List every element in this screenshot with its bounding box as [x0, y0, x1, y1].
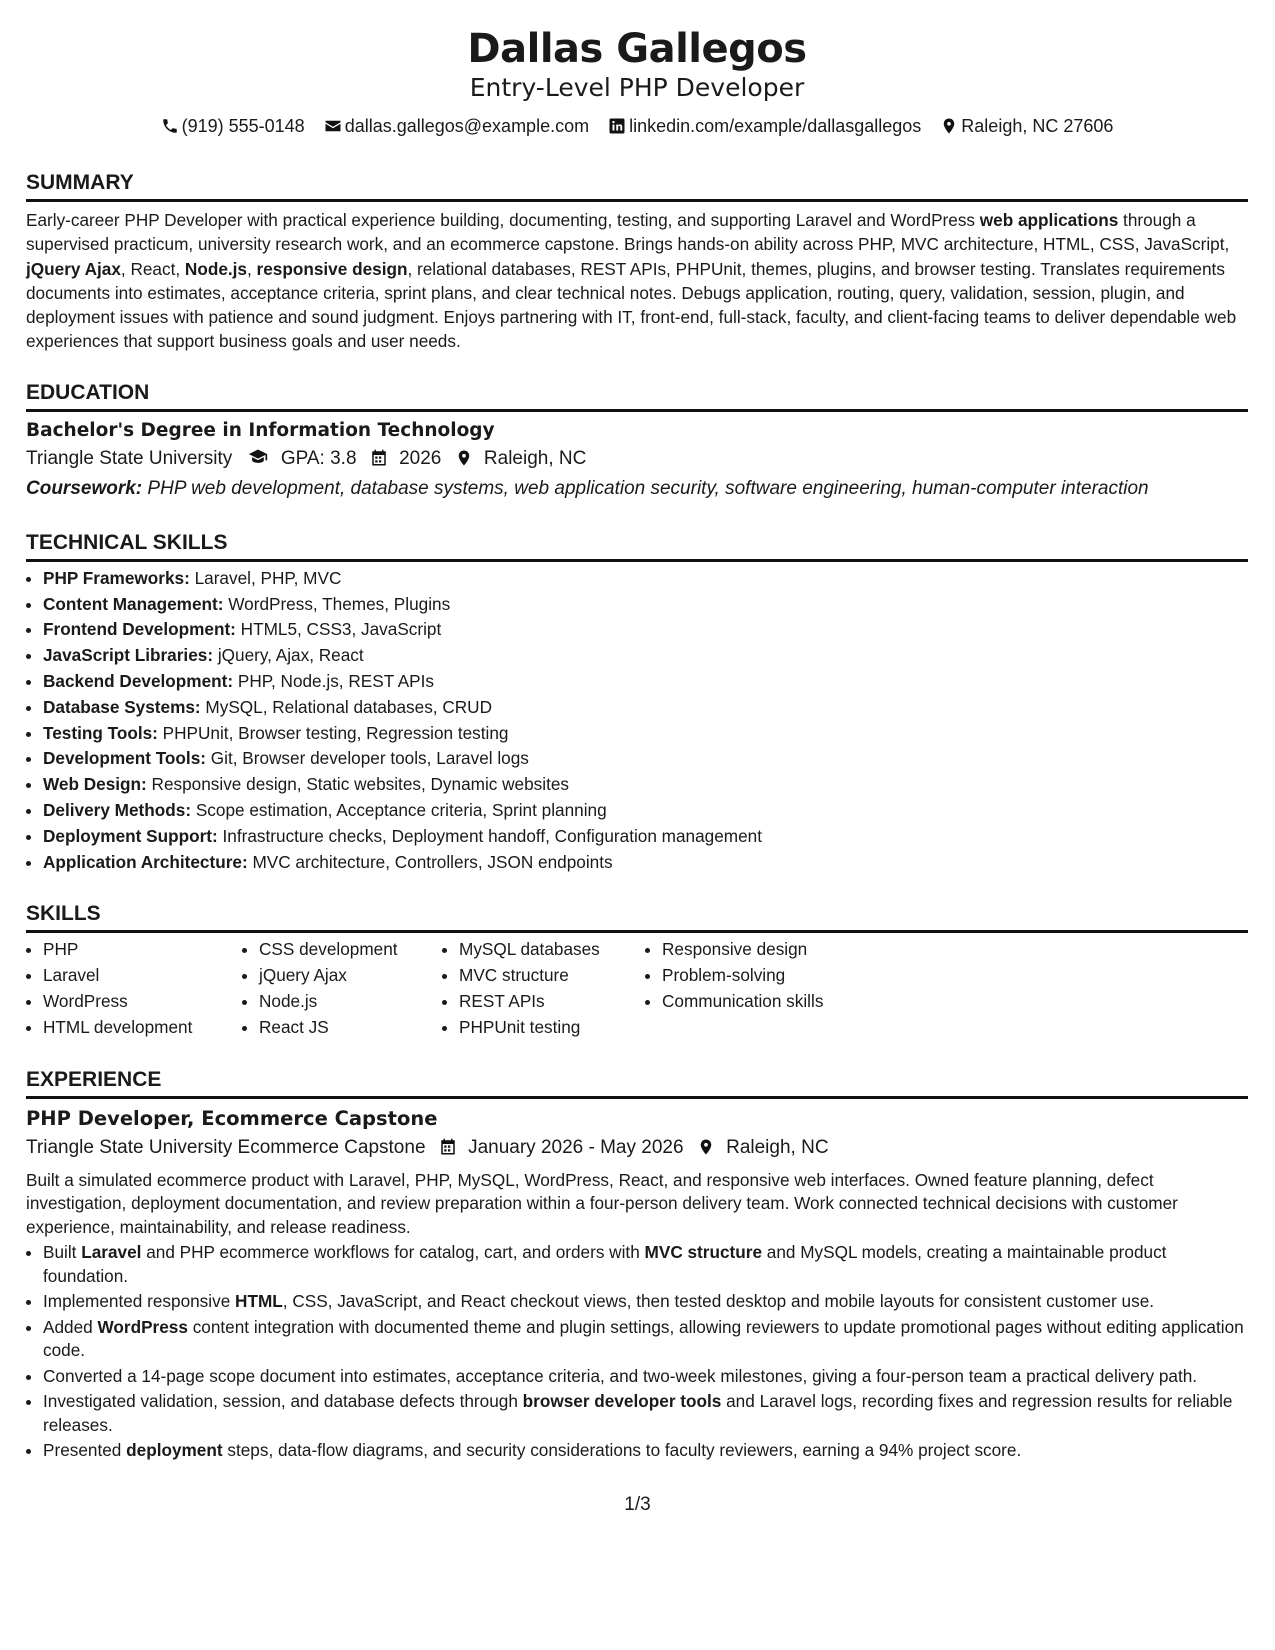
- contact-phone: [161, 114, 305, 138]
- skill-category: JavaScript Libraries:: [43, 645, 214, 666]
- text-segment: and Laravel logs, recording fixes and regression results for reliable releases.: [43, 1391, 1233, 1435]
- text-segment: , CSS, JavaScript, and React checkout views, then tested desktop and mobile layouts for consistent customer use.: [282, 1291, 1155, 1312]
- job-organization: Triangle State University Ecommerce Capstone: [26, 1136, 426, 1158]
- contact-linkedin[interactable]: [608, 114, 921, 138]
- skills-column-2: [242, 937, 442, 1040]
- skill-item: • WordPress: [43, 989, 242, 1015]
- skill-category: Frontend Development:: [43, 619, 236, 640]
- skill-values: PHP, Node.js, REST APIs: [233, 670, 435, 691]
- summary-heading: SUMMARY: [26, 170, 1248, 202]
- map-pin-icon: [940, 117, 958, 135]
- text-segment: , relational databases, REST APIs, PHPUnit, themes, plugins, and browser testing. Translates requirements documents into estimates, acceptance criteria, sprint plans, and clear technical notes. Debugs application, routing, query, validation, session, plugin, and deployment issues with patience and sound judgment. Enjoys partnering with IT, front-end, full-stack, faculty, and client-facing teams to deliver dependable web experiences that support business goals and user needs.: [26, 258, 1237, 352]
- calendar-icon: [370, 449, 388, 467]
- technical-skills-heading: TECHNICAL SKILLS: [26, 530, 1248, 562]
- skill-values: MySQL, Relational databases, CRUD: [200, 696, 492, 717]
- job-dates: January 2026 - May 2026: [468, 1136, 684, 1158]
- technical-skill-item: [43, 772, 1248, 798]
- contact-bar: [26, 114, 1248, 138]
- skill-values: Responsive design, Static websites, Dynamic websites: [146, 774, 570, 795]
- skill-values: MVC architecture, Controllers, JSON endpoints: [247, 851, 613, 872]
- job-bullet: [43, 1439, 1248, 1463]
- email-text: dallas.gallegos@example.com: [344, 116, 590, 136]
- skill-values: WordPress, Themes, Plugins: [223, 593, 451, 614]
- skill-item: • Laravel: [43, 963, 242, 989]
- technical-skill-item: [43, 592, 1248, 618]
- skill-item: • jQuery Ajax: [259, 963, 442, 989]
- education-location: Raleigh, NC: [483, 447, 587, 469]
- text-segment: and MySQL models, creating a maintainable product foundation.: [43, 1242, 1167, 1286]
- skill-category: Backend Development:: [43, 670, 234, 691]
- bold-keyword: MVC structure: [644, 1242, 762, 1263]
- experience-heading: EXPERIENCE: [26, 1067, 1248, 1099]
- job-bullets: [26, 1241, 1248, 1463]
- coursework-list: PHP web development, database systems, web application security, software engineering, human-computer interaction: [147, 477, 1149, 499]
- phone-text: (919) 555-0148: [181, 116, 305, 136]
- text-segment: through a supervised practicum, university research work, and an ecommerce capstone. Brings hands-on ability across PHP, MVC architecture, HTML, CSS, JavaScript,: [26, 210, 1230, 255]
- calendar-icon: [439, 1138, 457, 1156]
- map-pin-icon: [697, 1138, 715, 1156]
- skill-item: • Node.js: [259, 989, 442, 1015]
- gpa-text: GPA: 3.8: [280, 447, 357, 469]
- skill-category: Web Design:: [43, 774, 147, 795]
- bold-keyword: responsive design: [256, 258, 408, 279]
- job-bullet: [43, 1241, 1248, 1288]
- location-text: Raleigh, NC 27606: [961, 116, 1114, 136]
- skill-category: Delivery Methods:: [43, 799, 192, 820]
- skill-values: Scope estimation, Acceptance criteria, Sprint planning: [191, 799, 607, 820]
- text-segment: ,: [246, 258, 257, 279]
- contact-location: [940, 114, 1113, 138]
- skill-values: HTML5, CSS3, JavaScript: [235, 619, 442, 640]
- skill-values: Laravel, PHP, MVC: [189, 567, 342, 588]
- skill-values: Infrastructure checks, Deployment handoff, Configuration management: [217, 825, 763, 846]
- map-pin-icon: [455, 449, 473, 467]
- skill-item: • Problem-solving: [662, 963, 882, 989]
- job-location: Raleigh, NC: [726, 1136, 829, 1158]
- graduation-cap-icon: [246, 447, 270, 467]
- skills-column-3: [442, 937, 645, 1040]
- phone-icon: [161, 117, 179, 135]
- bold-keyword: web applications: [979, 210, 1119, 230]
- job-bullet: [43, 1365, 1248, 1389]
- job-summary: Built a simulated ecommerce product with Laravel, PHP, MySQL, WordPress, React, and responsive web interfaces. Owned feature planning, defect investigation, deployment documentation, and review preparation within a four-person delivery team. Work connected technical decisions with customer experience, maintainability, and release readiness.: [26, 1169, 1178, 1237]
- technical-skill-item: [43, 798, 1248, 824]
- skill-item: • REST APIs: [459, 989, 645, 1015]
- text-segment: Presented: [43, 1440, 127, 1461]
- skill-values: jQuery, Ajax, React: [213, 645, 364, 666]
- technical-skill-item: [43, 721, 1248, 747]
- bold-keyword: Laravel: [81, 1242, 142, 1263]
- candidate-headline: Entry-Level PHP Developer: [469, 73, 805, 102]
- technical-skill-item: [43, 617, 1248, 643]
- text-segment: Early-career PHP Developer with practical experience building, documenting, testing, and supporting Laravel and WordPress: [26, 210, 980, 230]
- linkedin-icon: [608, 117, 626, 135]
- technical-skills-list: [26, 566, 1248, 876]
- text-segment: , React,: [120, 258, 185, 279]
- skill-item: • Responsive design: [662, 937, 882, 963]
- skill-item: • MVC structure: [459, 963, 645, 989]
- bold-keyword: browser developer tools: [522, 1391, 722, 1412]
- job-bullet: [43, 1290, 1248, 1314]
- skill-category: Testing Tools:: [43, 722, 158, 743]
- text-segment: Investigated validation, session, and database defects through: [43, 1391, 523, 1412]
- envelope-icon: [324, 117, 342, 135]
- text-segment: and PHP ecommerce workflows for catalog, cart, and orders with: [141, 1242, 645, 1263]
- bold-keyword: Node.js: [184, 258, 247, 279]
- linkedin-text: linkedin.com/example/dallasgallegos: [629, 116, 922, 136]
- technical-skill-item: [43, 566, 1248, 592]
- job-bullet: [43, 1390, 1248, 1437]
- text-segment: Converted a 14-page scope document into estimates, acceptance criteria, and two-week milestones, giving a four-person team a practical delivery path.: [43, 1365, 1198, 1386]
- degree-title: Bachelor's Degree in Information Technology: [26, 419, 495, 441]
- education-heading: EDUCATION: [26, 380, 1248, 412]
- skills-column-4: [645, 937, 882, 1040]
- graduation-year: 2026: [399, 447, 442, 469]
- resume-page: [26, 0, 1248, 1465]
- bold-keyword: deployment: [126, 1440, 223, 1461]
- text-segment: Added: [43, 1316, 98, 1337]
- technical-skill-item: [43, 643, 1248, 669]
- coursework-label: Coursework:: [26, 477, 143, 499]
- education-meta: [26, 444, 1248, 474]
- skill-item: • React JS: [259, 1015, 442, 1041]
- skills-grid: [26, 937, 1248, 1040]
- bold-keyword: WordPress: [97, 1316, 188, 1337]
- skill-item: • PHP: [43, 937, 242, 963]
- candidate-name: Dallas Gallegos: [467, 26, 807, 72]
- job-title: PHP Developer, Ecommerce Capstone: [26, 1106, 438, 1130]
- technical-skill-item: [43, 695, 1248, 721]
- job-bullet: [43, 1316, 1248, 1363]
- skill-item: • HTML development: [43, 1015, 242, 1041]
- technical-skill-item: [43, 669, 1248, 695]
- skill-values: Git, Browser developer tools, Laravel logs: [205, 748, 529, 769]
- skill-item: • MySQL databases: [459, 937, 645, 963]
- skill-category: Content Management:: [43, 593, 224, 614]
- text-segment: Implemented responsive: [43, 1291, 236, 1312]
- text-segment: steps, data-flow diagrams, and security considerations to faculty reviewers, earning a 94% project score.: [222, 1440, 1022, 1461]
- skill-category: Application Architecture:: [43, 851, 248, 872]
- skill-item: • CSS development: [259, 937, 442, 963]
- technical-skill-item: [43, 746, 1248, 772]
- skills-column-1: [26, 937, 242, 1040]
- summary-text: [26, 208, 1248, 354]
- contact-email[interactable]: [324, 114, 589, 138]
- bold-keyword: HTML: [235, 1291, 283, 1312]
- bold-keyword: jQuery Ajax: [26, 258, 121, 279]
- skill-category: Deployment Support:: [43, 825, 218, 846]
- coursework-line: [26, 474, 1248, 504]
- job-meta: [26, 1133, 1248, 1163]
- school-name: Triangle State University: [26, 447, 233, 469]
- skill-category: PHP Frameworks:: [43, 567, 190, 588]
- skill-values: PHPUnit, Browser testing, Regression testing: [157, 722, 509, 743]
- skill-category: Development Tools:: [43, 748, 206, 769]
- page-number: 1/3: [624, 1494, 651, 1515]
- technical-skill-item: [43, 850, 1248, 876]
- text-segment: content integration with documented theme and plugin settings, allowing reviewers to update promotional pages without editing application code.: [43, 1316, 1244, 1361]
- skill-item: • Communication skills: [662, 989, 882, 1015]
- text-segment: Built: [43, 1242, 82, 1263]
- skill-category: Database Systems:: [43, 696, 201, 717]
- technical-skill-item: [43, 824, 1248, 850]
- skills-heading: SKILLS: [26, 901, 1248, 933]
- skill-item: • PHPUnit testing: [459, 1015, 645, 1041]
